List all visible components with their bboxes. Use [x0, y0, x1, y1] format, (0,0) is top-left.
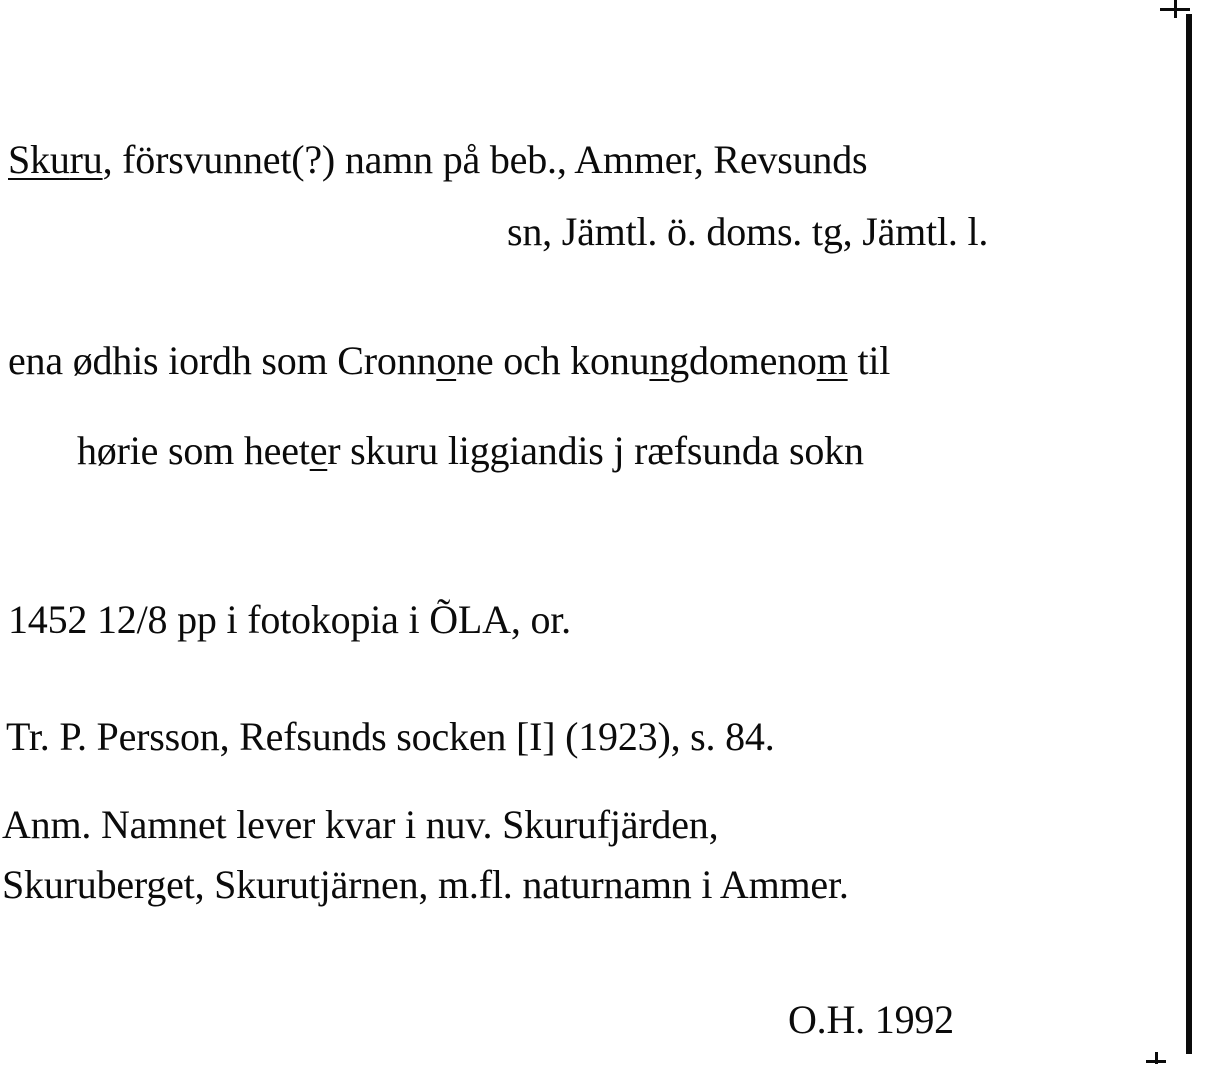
source-line: 1452 12/8 pp i fotokopia i ÕLA, or.: [8, 597, 571, 642]
expanded-abbreviation: e: [309, 428, 328, 473]
headword-line: [8, 137, 868, 182]
expanded-abbreviation: m: [816, 338, 848, 383]
margin-rule: [1186, 14, 1192, 1054]
headword-name: Skuru: [8, 137, 103, 182]
crop-mark-top-vertical: [1174, 0, 1177, 18]
signature: O.H. 1992: [788, 997, 954, 1042]
quote-line-1: ena ødhis iordh som Cronnone och konungdomenom til: [8, 338, 891, 383]
expanded-abbreviation: o: [436, 338, 457, 383]
crop-mark-bottom-vertical: [1155, 1052, 1158, 1064]
note-line-2: Skuruberget, Skurutjärnen, m.fl. naturnamn i Ammer.: [2, 862, 849, 907]
reference-line: Tr. P. Persson, Refsunds socken [I] (1923), s. 84.: [6, 714, 775, 759]
location-line: sn, Jämtl. ö. doms. tg, Jämtl. l.: [507, 209, 989, 254]
expanded-abbreviation: n: [649, 338, 670, 383]
quote-line-2: hørie som heeter skuru liggiandis j ræfsunda sokn: [77, 428, 864, 473]
headword-description: , försvunnet(?) namn på beb., Ammer, Revsunds: [102, 137, 868, 182]
note-line-1: Anm. Namnet lever kvar i nuv. Skurufjärden,: [2, 802, 719, 847]
